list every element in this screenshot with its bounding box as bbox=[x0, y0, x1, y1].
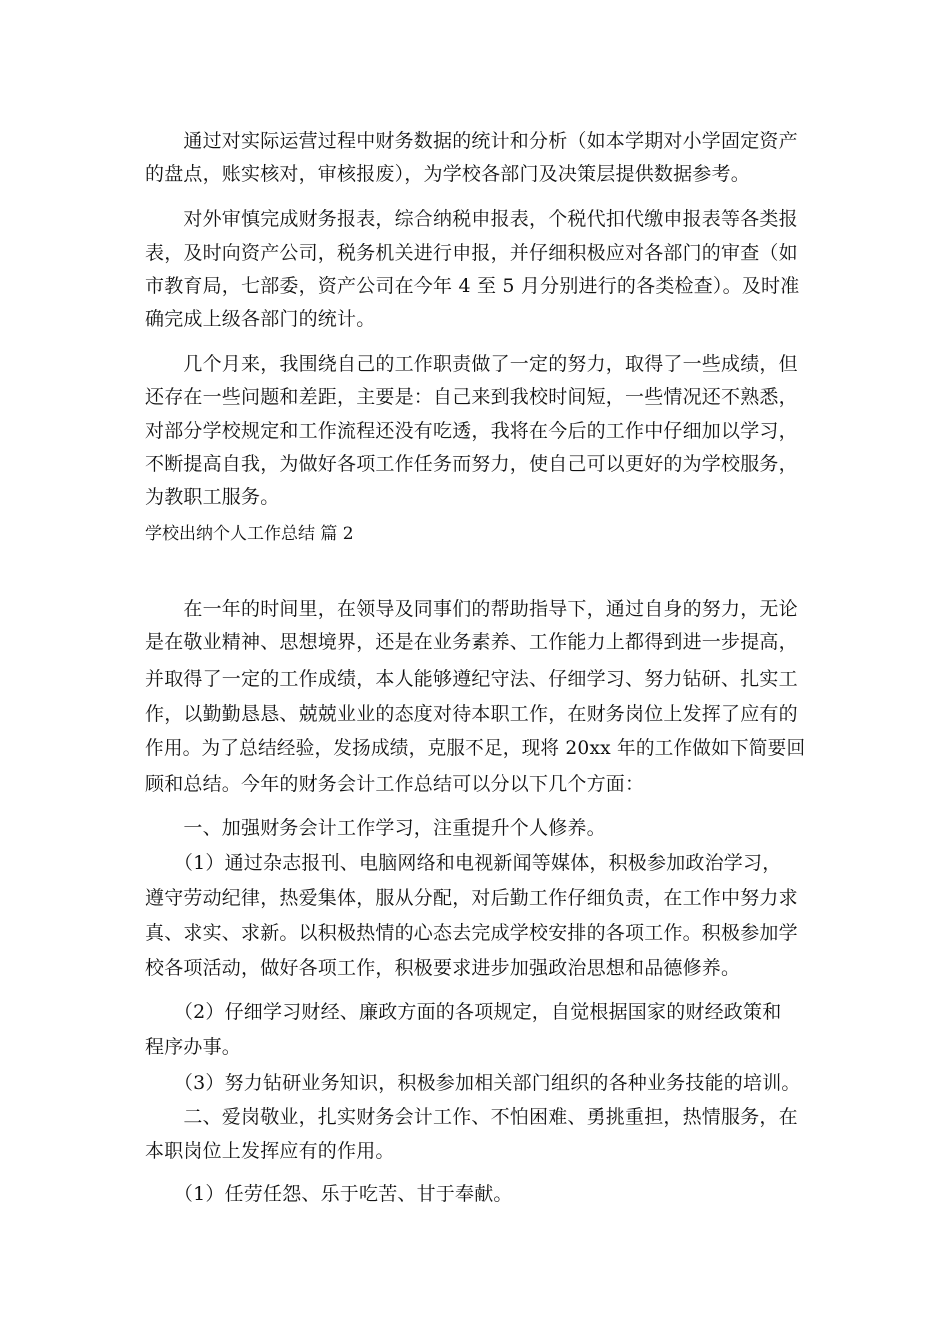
paragraph-line: 对部分学校规定和工作流程还没有吃透，我将在今后的工作中仔细加以学习， bbox=[145, 420, 798, 442]
paragraph-line: 校各项活动，做好各项工作，积极要求进步加强政治思想和品德修养。 bbox=[145, 957, 741, 979]
paragraph-line: （1）通过杂志报刊、电脑网络和电视新闻等媒体，积极参加政治学习， bbox=[145, 852, 782, 874]
paragraph-line: 顾和总结。今年的财务会计工作总结可以分以下几个方面： bbox=[145, 773, 645, 795]
paragraph-line: 确完成上级各部门的统计。 bbox=[145, 308, 376, 330]
paragraph-line: 是在敬业精神、思想境界，还是在业务素养、工作能力上都得到进一步提高， bbox=[145, 631, 798, 653]
paragraph-line: （3）努力钻研业务知识，积极参加相关部门组织的各种业务技能的培训。 bbox=[145, 1072, 801, 1094]
paragraph-line: 作，以勤勤恳恳、兢兢业业的态度对待本职工作，在财务岗位上发挥了应有的 bbox=[145, 703, 798, 725]
paragraph-line: 作用。为了总结经验，发扬成绩，克服不足，现将 20xx 年的工作做如下简要回 bbox=[145, 737, 806, 759]
paragraph-line: 遵守劳动纪律，热爱集体，服从分配，对后勤工作仔细负责，在工作中努力求 bbox=[145, 887, 798, 909]
paragraph-line: 通过对实际运营过程中财务数据的统计和分析（如本学期对小学固定资产 bbox=[145, 130, 798, 152]
paragraph-line: 在一年的时间里，在领导及同事们的帮助指导下，通过自身的努力，无论 bbox=[145, 598, 798, 620]
paragraph-line: 不断提高自我，为做好各项工作任务而努力，使自己可以更好的为学校服务， bbox=[145, 453, 798, 475]
paragraph-line: 市教育局，七部委，资产公司在今年 4 至 5 月分别进行的各类检查）。及时准 bbox=[145, 275, 800, 297]
paragraph-line: 还存在一些问题和差距，主要是：自己来到我校时间短，一些情况还不熟悉， bbox=[145, 386, 798, 408]
paragraph-line: 一、加强财务会计工作学习，注重提升个人修养。 bbox=[145, 817, 606, 839]
paragraph-line: （2）仔细学习财经、廉政方面的各项规定，自觉根据国家的财经政策和 bbox=[145, 1001, 782, 1023]
paragraph-line: 二、爱岗敬业，扎实财务会计工作、不怕困难、勇挑重担，热情服务，在 bbox=[145, 1106, 798, 1128]
paragraph-line: 几个月来，我围绕自己的工作职责做了一定的努力，取得了一些成绩，但 bbox=[145, 353, 798, 375]
paragraph-line: 表，及时向资产公司，税务机关进行申报，并仔细积极应对各部门的审查（如 bbox=[145, 242, 798, 264]
paragraph-line: 对外审慎完成财务报表，综合纳税申报表，个税代扣代缴申报表等各类报 bbox=[145, 208, 798, 230]
paragraph-line: 真、求实、求新。以积极热情的心态去完成学校安排的各项工作。积极参加学 bbox=[145, 922, 798, 944]
paragraph-line: 程序办事。 bbox=[145, 1036, 242, 1058]
section-title: 学校出纳个人工作总结 篇 2 bbox=[145, 524, 354, 544]
paragraph-line: 并取得了一定的工作成绩，本人能够遵纪守法、仔细学习、努力钻研、扎实工 bbox=[145, 668, 798, 690]
paragraph-line: （1）任劳任怨、乐于吃苦、甘于奉献。 bbox=[145, 1183, 513, 1205]
paragraph-line: 的盘点，账实核对，审核报废），为学校各部门及决策层提供数据参考。 bbox=[145, 163, 750, 185]
paragraph-line: 本职岗位上发挥应有的作用。 bbox=[145, 1140, 395, 1162]
paragraph-line: 为教职工服务。 bbox=[145, 486, 280, 508]
